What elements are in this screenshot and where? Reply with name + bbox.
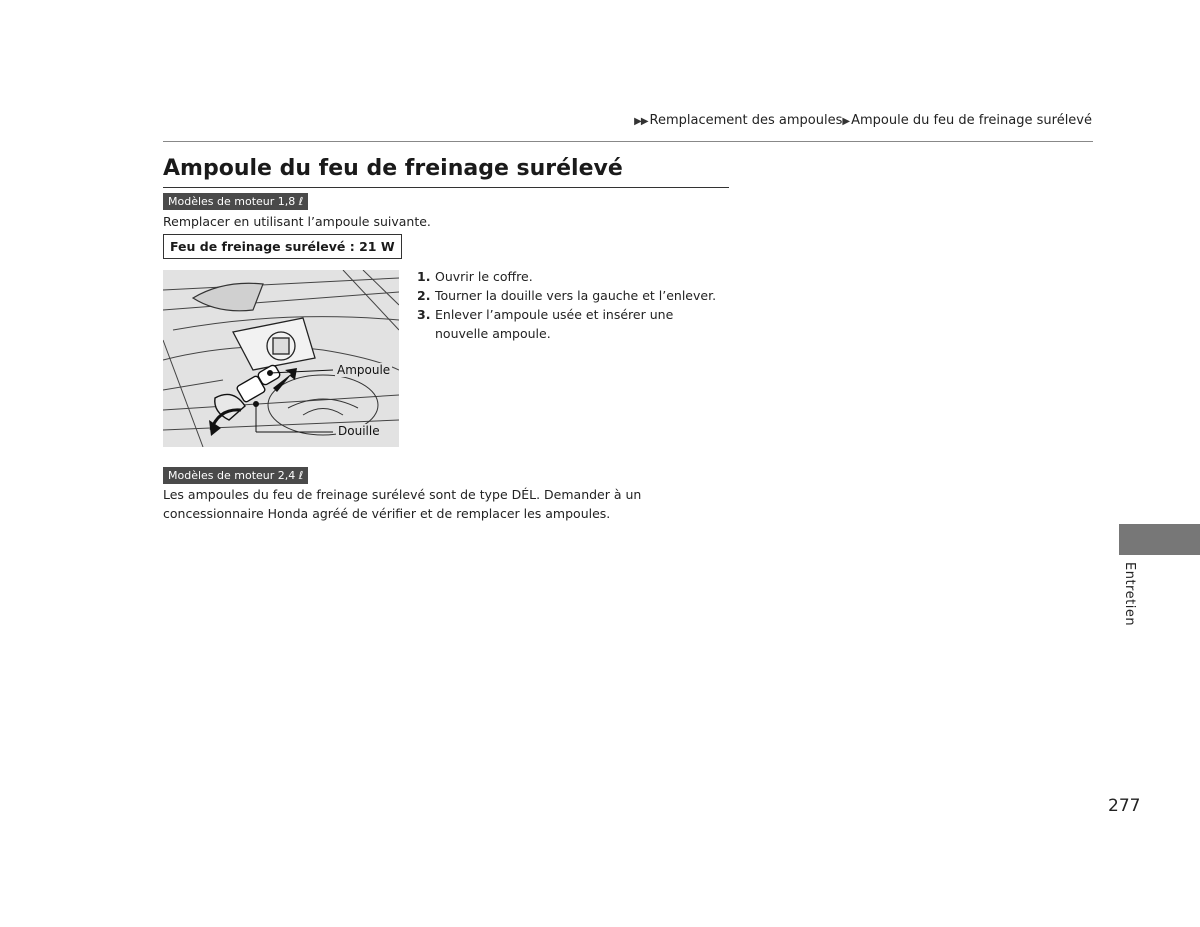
- breadcrumb-arrow-icon: ▶: [842, 116, 850, 127]
- instruction-steps: [417, 267, 729, 343]
- breadcrumb-item-1[interactable]: Remplacement des ampoules: [649, 113, 843, 128]
- breadcrumb-arrow-icon: ▶▶: [634, 116, 648, 127]
- model-tag-2-4: Modèles de moteur 2,4 ℓ: [163, 467, 308, 484]
- figure-label-bulb: Ampoule: [337, 363, 391, 377]
- title-divider: [163, 187, 729, 188]
- figure-label-socket: Douille: [338, 424, 380, 438]
- step-item: [417, 305, 729, 343]
- breadcrumb-item-2[interactable]: Ampoule du feu de freinage surélevé: [851, 113, 1092, 128]
- step-text: Ouvrir le coffre.: [435, 269, 533, 284]
- chapter-tab[interactable]: [1119, 524, 1200, 555]
- bulb-illustration: [163, 270, 399, 447]
- step-number: 3.: [417, 307, 431, 322]
- breadcrumb: [634, 113, 1092, 128]
- led-info-text: Les ampoules du feu de freinage surélevé sont de type DÉL. Demander à un concessionnaire Honda agréé de vérifier et de remplacer les ampoules.: [163, 487, 642, 521]
- model-tag-1-8: Modèles de moteur 1,8 ℓ: [163, 193, 308, 210]
- trunk-lid-drawing: [163, 270, 399, 447]
- step-number: 1.: [417, 269, 431, 284]
- step-text: Enlever l’ampoule usée et insérer une nouvelle ampoule.: [435, 307, 674, 341]
- chapter-label: Entretien: [1122, 562, 1137, 627]
- step-item: [417, 286, 729, 305]
- page-number: 277: [1108, 796, 1141, 816]
- header-divider: [163, 141, 1093, 142]
- intro-text: Remplacer en utilisant l’ampoule suivante.: [163, 214, 431, 229]
- bulb-spec-box: Feu de freinage surélevé : 21 W: [163, 234, 402, 259]
- step-item: [417, 267, 729, 286]
- step-text: Tourner la douille vers la gauche et l’enlever.: [435, 288, 717, 303]
- page-title: Ampoule du feu de freinage surélevé: [163, 156, 623, 181]
- step-number: 2.: [417, 288, 431, 303]
